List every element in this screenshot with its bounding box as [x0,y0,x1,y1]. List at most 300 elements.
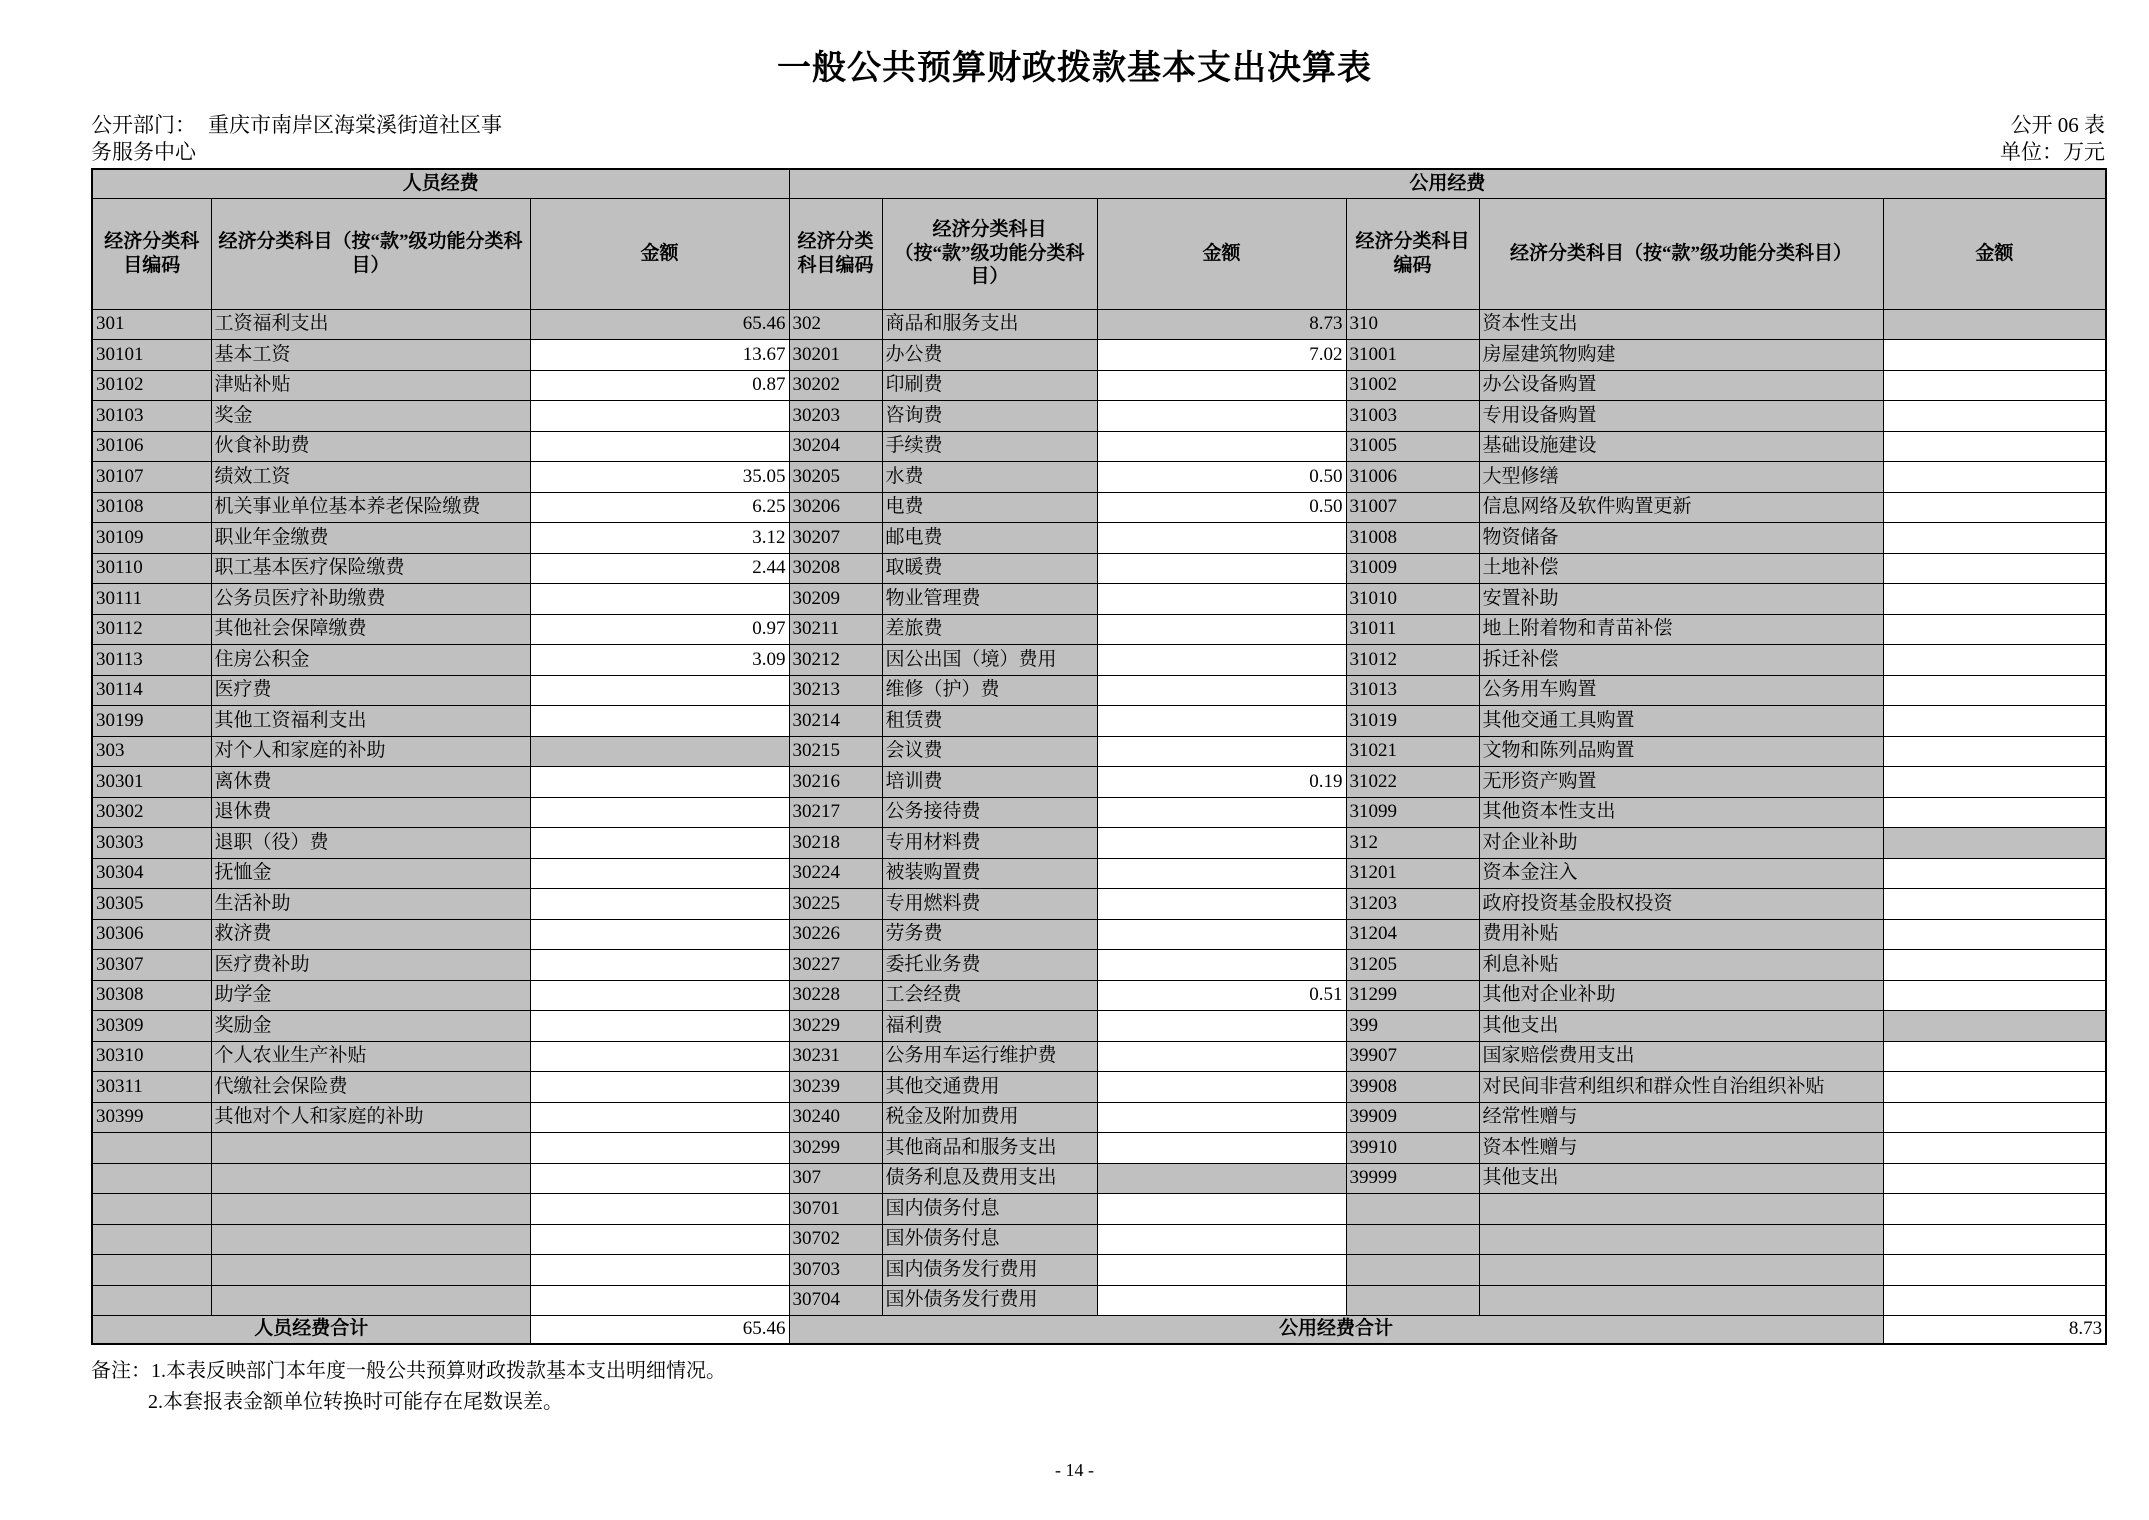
code-cell: 39908 [1346,1072,1479,1103]
code-cell: 30201 [789,340,882,371]
amount-cell: 0.97 [530,614,789,645]
table-row [92,1102,2106,1133]
subject-cell: 租赁费 [882,706,1097,737]
amount-cell [1097,370,1346,401]
code-cell: 31006 [1346,462,1479,493]
code-cell: 30111 [92,584,211,615]
code-cell [1346,1285,1479,1316]
col-header-amount-1: 金额 [530,198,789,309]
table-row [92,492,2106,523]
amount-cell [530,675,789,706]
code-cell: 30229 [789,1011,882,1042]
amount-cell [1097,828,1346,859]
subject-cell [1479,1224,1883,1255]
subject-cell [211,1255,530,1286]
table-row [92,1072,2106,1103]
code-cell: 30211 [789,614,882,645]
table-row [92,980,2106,1011]
subject-cell: 劳务费 [882,919,1097,950]
amount-cell [530,1194,789,1225]
code-cell: 31003 [1346,401,1479,432]
amount-cell [1883,767,2106,798]
code-cell: 30311 [92,1072,211,1103]
amount-cell [1097,889,1346,920]
amount-cell [530,828,789,859]
code-cell [1346,1194,1479,1225]
code-cell: 31021 [1346,736,1479,767]
code-cell: 30112 [92,614,211,645]
amount-cell [1097,1194,1346,1225]
code-cell: 31019 [1346,706,1479,737]
table-row [92,1285,2106,1316]
subject-cell: 公务用车购置 [1479,675,1883,706]
amount-cell [1097,1163,1346,1194]
code-cell: 30399 [92,1102,211,1133]
amount-cell [1883,1285,2106,1316]
amount-cell [1883,1072,2106,1103]
subject-cell: 对企业补助 [1479,828,1883,859]
page-title: 一般公共预算财政拨款基本支出决算表 [777,50,1372,87]
subject-cell [211,1194,530,1225]
amount-cell [1883,980,2106,1011]
subject-cell: 办公设备购置 [1479,370,1883,401]
subject-cell: 住房公积金 [211,645,530,676]
subject-cell: 商品和服务支出 [882,309,1097,340]
code-cell: 30208 [789,553,882,584]
code-cell: 30299 [789,1133,882,1164]
amount-cell [1883,1102,2106,1133]
subject-cell: 国内债务发行费用 [882,1255,1097,1286]
subject-cell: 差旅费 [882,614,1097,645]
subject-cell: 资本性赠与 [1479,1133,1883,1164]
subject-cell: 其他工资福利支出 [211,706,530,737]
amount-cell [1883,858,2106,889]
subject-cell: 抚恤金 [211,858,530,889]
subject-cell: 办公费 [882,340,1097,371]
amount-cell [530,1133,789,1164]
subject-cell: 被装购置费 [882,858,1097,889]
amount-cell [1883,1255,2106,1286]
code-cell: 30114 [92,675,211,706]
code-cell: 310 [1346,309,1479,340]
amount-cell [1883,614,2106,645]
subject-cell: 专用材料费 [882,828,1097,859]
subject-cell: 公务用车运行维护费 [882,1041,1097,1072]
table-row [92,706,2106,737]
code-cell: 31201 [1346,858,1479,889]
col-header-amount-3: 金额 [1883,198,2106,309]
code-cell: 30224 [789,858,882,889]
code-cell: 39907 [1346,1041,1479,1072]
code-cell [92,1224,211,1255]
subject-cell: 医疗费 [211,675,530,706]
code-cell: 39909 [1346,1102,1479,1133]
amount-cell [1097,431,1346,462]
subject-cell: 专用燃料费 [882,889,1097,920]
subject-cell: 因公出国（境）费用 [882,645,1097,676]
table-row [92,767,2106,798]
col-header-code-2: 经济分类科目编码 [789,198,882,309]
subject-cell [211,1133,530,1164]
subject-cell: 手续费 [882,431,1097,462]
code-cell: 30309 [92,1011,211,1042]
subject-cell: 物业管理费 [882,584,1097,615]
code-cell [92,1255,211,1286]
subject-cell [1479,1194,1883,1225]
amount-cell [530,1041,789,1072]
amount-cell [1097,1072,1346,1103]
amount-cell [1883,1224,2106,1255]
code-cell: 31010 [1346,584,1479,615]
code-cell: 30302 [92,797,211,828]
amount-cell [530,401,789,432]
amount-cell [1097,950,1346,981]
amount-cell [1883,889,2106,920]
personnel-total-amount: 65.46 [530,1316,789,1344]
code-cell: 302 [789,309,882,340]
subject-cell: 取暖费 [882,553,1097,584]
amount-cell [1097,1224,1346,1255]
col-header-code-3: 经济分类科目编码 [1346,198,1479,309]
amount-cell: 0.50 [1097,462,1346,493]
table-row [92,462,2106,493]
table-row [92,614,2106,645]
code-cell: 31001 [1346,340,1479,371]
subject-cell: 其他交通工具购置 [1479,706,1883,737]
public-total-label: 公用经费合计 [789,1316,1883,1344]
amount-cell [530,797,789,828]
group-header-public: 公用经费 [789,169,2106,198]
subject-cell: 信息网络及软件购置更新 [1479,492,1883,523]
subject-cell: 地上附着物和青苗补偿 [1479,614,1883,645]
code-cell: 30231 [789,1041,882,1072]
amount-cell [1883,340,2106,371]
group-header-personnel: 人员经费 [92,169,789,198]
amount-cell [1097,919,1346,950]
amount-cell: 13.67 [530,340,789,371]
subject-cell [1479,1255,1883,1286]
code-cell: 31203 [1346,889,1479,920]
subject-cell: 其他资本性支出 [1479,797,1883,828]
subject-cell: 个人农业生产补贴 [211,1041,530,1072]
amount-cell: 0.50 [1097,492,1346,523]
code-cell: 30304 [92,858,211,889]
amount-cell [1883,401,2106,432]
code-cell: 30204 [789,431,882,462]
footnote-1: 备注：1.本表反映部门本年度一般公共预算财政拨款基本支出明细情况。 [91,1360,726,1382]
subject-cell [211,1285,530,1316]
subject-cell: 拆迁补偿 [1479,645,1883,676]
code-cell: 31099 [1346,797,1479,828]
subject-cell: 津贴补贴 [211,370,530,401]
code-cell: 31009 [1346,553,1479,584]
amount-cell [1097,401,1346,432]
code-cell: 30216 [789,767,882,798]
amount-cell: 2.44 [530,553,789,584]
table-row [92,828,2106,859]
subject-cell: 其他对个人和家庭的补助 [211,1102,530,1133]
personnel-total-label: 人员经费合计 [92,1316,530,1344]
code-cell: 30226 [789,919,882,950]
code-cell: 31204 [1346,919,1479,950]
subject-cell: 工资福利支出 [211,309,530,340]
amount-cell: 3.09 [530,645,789,676]
subject-cell: 医疗费补助 [211,950,530,981]
amount-cell [530,736,789,767]
amount-cell [1097,797,1346,828]
subject-cell: 国外债务发行费用 [882,1285,1097,1316]
code-cell: 301 [92,309,211,340]
subject-cell: 资本性支出 [1479,309,1883,340]
code-cell: 30225 [789,889,882,920]
table-row [92,889,2106,920]
table-number: 公开 06 表 [2010,113,2105,137]
code-cell [92,1133,211,1164]
subject-cell: 助学金 [211,980,530,1011]
subject-cell: 安置补助 [1479,584,1883,615]
amount-cell: 35.05 [530,462,789,493]
page-number: - 14 - [1055,1460,1094,1480]
subject-cell: 退休费 [211,797,530,828]
code-cell: 31299 [1346,980,1479,1011]
col-header-code-1: 经济分类科目编码 [92,198,211,309]
subject-cell: 职工基本医疗保险缴费 [211,553,530,584]
public-total-amount: 8.73 [1883,1316,2106,1344]
budget-table [91,168,2107,1345]
table-row [92,1163,2106,1194]
amount-cell [1883,492,2106,523]
subject-cell: 会议费 [882,736,1097,767]
subject-cell: 福利费 [882,1011,1097,1042]
subject-cell: 其他支出 [1479,1163,1883,1194]
table-row [92,584,2106,615]
code-cell: 30207 [789,523,882,554]
subject-cell: 维修（护）费 [882,675,1097,706]
amount-cell: 0.87 [530,370,789,401]
subject-cell: 生活补助 [211,889,530,920]
code-cell: 30206 [789,492,882,523]
table-row [92,1194,2106,1225]
amount-cell [530,1285,789,1316]
subject-cell: 大型修缮 [1479,462,1883,493]
subject-cell: 国内债务付息 [882,1194,1097,1225]
table-row [92,736,2106,767]
subject-cell: 经常性赠与 [1479,1102,1883,1133]
code-cell: 30703 [789,1255,882,1286]
col-header-subject-3: 经济分类科目（按“款”级功能分类科目） [1479,198,1883,309]
code-cell: 30217 [789,797,882,828]
subject-cell: 国外债务付息 [882,1224,1097,1255]
code-cell: 30702 [789,1224,882,1255]
subject-cell: 对个人和家庭的补助 [211,736,530,767]
amount-cell [1097,675,1346,706]
table-row [92,1224,2106,1255]
code-cell: 31011 [1346,614,1479,645]
amount-cell [1097,645,1346,676]
footnote-2: 2.本套报表金额单位转换时可能存在尾数误差。 [148,1391,563,1413]
amount-cell: 7.02 [1097,340,1346,371]
amount-cell [1097,1102,1346,1133]
table-row [92,675,2106,706]
amount-cell: 3.12 [530,523,789,554]
code-cell: 30203 [789,401,882,432]
table-row [92,1041,2106,1072]
code-cell: 30113 [92,645,211,676]
code-cell: 30227 [789,950,882,981]
subject-cell: 机关事业单位基本养老保险缴费 [211,492,530,523]
code-cell: 30213 [789,675,882,706]
table-row [92,431,2106,462]
subject-cell: 咨询费 [882,401,1097,432]
subject-cell: 培训费 [882,767,1097,798]
subject-cell: 水费 [882,462,1097,493]
subject-cell: 公务接待费 [882,797,1097,828]
code-cell: 31205 [1346,950,1479,981]
subject-cell: 其他对企业补助 [1479,980,1883,1011]
amount-cell [530,889,789,920]
amount-cell [530,706,789,737]
subject-cell: 其他商品和服务支出 [882,1133,1097,1164]
amount-cell [1097,1255,1346,1286]
subject-cell: 基础设施建设 [1479,431,1883,462]
amount-cell [1883,797,2106,828]
code-cell: 30107 [92,462,211,493]
amount-cell [530,950,789,981]
code-cell: 30108 [92,492,211,523]
code-cell: 31012 [1346,645,1479,676]
table-row [92,797,2106,828]
code-cell: 312 [1346,828,1479,859]
table-row [92,553,2106,584]
subject-cell: 公务员医疗补助缴费 [211,584,530,615]
amount-cell [1883,370,2106,401]
code-cell: 30228 [789,980,882,1011]
amount-cell [530,858,789,889]
column-header-row [92,198,2106,309]
subject-cell: 专用设备购置 [1479,401,1883,432]
amount-cell [530,1255,789,1286]
unit-label: 单位：万元 [2000,140,2105,164]
code-cell: 30310 [92,1041,211,1072]
table-row [92,858,2106,889]
amount-cell: 65.46 [530,309,789,340]
amount-cell [1883,706,2106,737]
amount-cell [530,767,789,798]
col-header-subject-2: 经济分类科目（按“款”级功能分类科目） [882,198,1097,309]
code-cell: 30305 [92,889,211,920]
col-header-subject-1: 经济分类科目（按“款”级功能分类科目） [211,198,530,309]
amount-cell [1883,736,2106,767]
subject-cell: 利息补贴 [1479,950,1883,981]
amount-cell [530,1011,789,1042]
subject-cell: 退职（役）费 [211,828,530,859]
subject-cell: 房屋建筑物购建 [1479,340,1883,371]
subject-cell: 其他交通费用 [882,1072,1097,1103]
subject-cell: 绩效工资 [211,462,530,493]
amount-cell [530,919,789,950]
amount-cell [1883,584,2106,615]
subject-cell: 代缴社会保险费 [211,1072,530,1103]
table-row [92,1011,2106,1042]
amount-cell [1883,675,2106,706]
subject-cell: 文物和陈列品购置 [1479,736,1883,767]
amount-cell [1883,462,2106,493]
code-cell: 39910 [1346,1133,1479,1164]
subject-cell: 费用补贴 [1479,919,1883,950]
amount-cell [530,431,789,462]
subject-cell: 无形资产购置 [1479,767,1883,798]
code-cell: 30307 [92,950,211,981]
code-cell: 30218 [789,828,882,859]
code-cell: 30303 [92,828,211,859]
subject-cell: 邮电费 [882,523,1097,554]
subject-cell: 奖励金 [211,1011,530,1042]
amount-cell [1097,1133,1346,1164]
code-cell [92,1285,211,1316]
amount-cell [530,1163,789,1194]
table-row [92,919,2106,950]
subject-cell: 离休费 [211,767,530,798]
amount-cell [1097,1285,1346,1316]
table-row [92,1255,2106,1286]
code-cell: 30239 [789,1072,882,1103]
amount-cell [1097,736,1346,767]
code-cell [1346,1255,1479,1286]
code-cell: 30110 [92,553,211,584]
subject-cell: 电费 [882,492,1097,523]
amount-cell: 6.25 [530,492,789,523]
subject-cell: 其他社会保障缴费 [211,614,530,645]
amount-cell [1883,1133,2106,1164]
amount-cell [530,584,789,615]
subject-cell [1479,1285,1883,1316]
code-cell: 31013 [1346,675,1479,706]
amount-cell [1097,584,1346,615]
table-row [92,645,2106,676]
code-cell: 303 [92,736,211,767]
amount-cell [1097,523,1346,554]
code-cell: 30205 [789,462,882,493]
amount-cell [1097,858,1346,889]
subject-cell [211,1163,530,1194]
amount-cell [1883,1194,2106,1225]
amount-cell: 8.73 [1097,309,1346,340]
table-row [92,1133,2106,1164]
code-cell: 31022 [1346,767,1479,798]
amount-cell [1883,523,2106,554]
subject-cell: 国家赔偿费用支出 [1479,1041,1883,1072]
code-cell: 30202 [789,370,882,401]
code-cell [92,1163,211,1194]
amount-cell [1097,706,1346,737]
subject-cell: 对民间非营利组织和群众性自治组织补贴 [1479,1072,1883,1103]
amount-cell [1883,919,2106,950]
code-cell: 30214 [789,706,882,737]
amount-cell [1883,950,2106,981]
code-cell: 30240 [789,1102,882,1133]
subject-cell: 资本金注入 [1479,858,1883,889]
group-header-row [92,169,2106,198]
code-cell: 30306 [92,919,211,950]
totals-row [92,1316,2106,1344]
table-body [92,309,2106,1316]
subject-cell: 税金及附加费用 [882,1102,1097,1133]
code-cell: 30215 [789,736,882,767]
code-cell [92,1194,211,1225]
code-cell: 30103 [92,401,211,432]
code-cell: 30106 [92,431,211,462]
amount-cell [1883,1011,2106,1042]
